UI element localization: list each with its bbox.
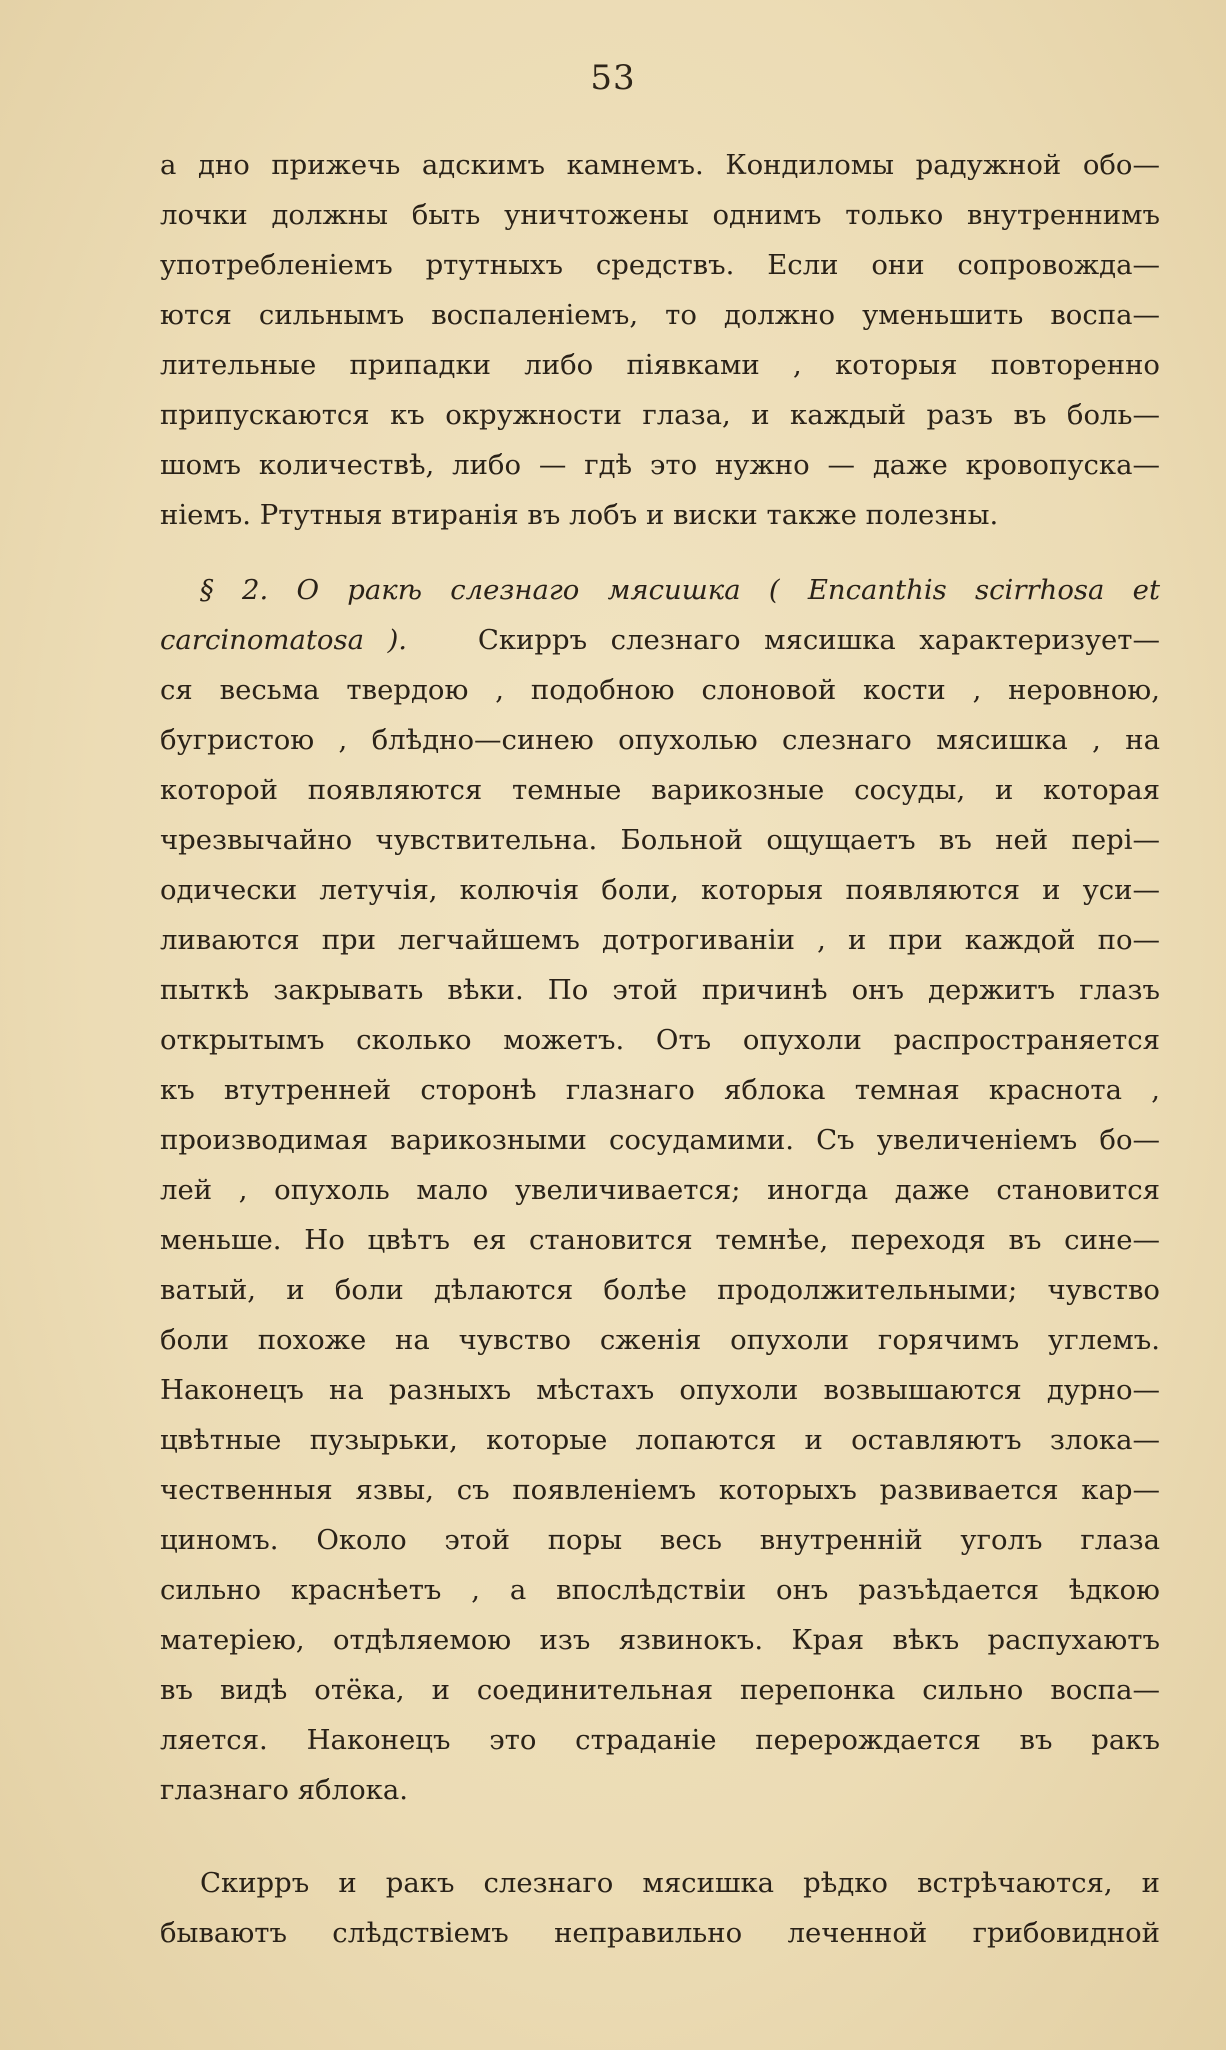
paragraph-3 (160, 1858, 1160, 1958)
text-line: глазнаго яблока. (160, 1774, 408, 1806)
text-line: которой появляются темные варикозные сосуды, и которая (160, 774, 1160, 806)
text-line: бугристою , блѣдно—синею опухолью слезнаго мясишка , на (160, 724, 1160, 756)
text-line: ются сильнымъ воспаленіемъ, то должно уменьшить воспа— (160, 299, 1160, 331)
section-heading-continued (160, 615, 1160, 665)
text-line: лочки должны быть уничтожены однимъ только внутреннимъ (160, 199, 1160, 231)
text-line: ніемъ. Ртутныя втиранія въ лобъ и виски также полезны. (160, 499, 999, 531)
paragraph-1 (160, 140, 1160, 540)
text-line: ватый, и боли дѣлаются болѣе продолжительными; чувство (160, 1274, 1160, 1306)
section-2 (160, 565, 1160, 1815)
text-line: шомъ количествѣ, либо — гдѣ это нужно — даже кровопуска— (160, 449, 1160, 481)
text-line: припускаются къ окружности глаза, и каждый разъ въ боль— (160, 399, 1160, 431)
text-line: чественныя язвы, съ появленіемъ которыхъ развивается кар— (160, 1474, 1160, 1506)
section-heading: § 2. О ракѣ слезнаго мясишка ( Encanthis scirrhosa et (200, 574, 1160, 606)
text-line: боли похоже на чувство сженія опухоли горячимъ углемъ. (160, 1324, 1160, 1356)
text-line: употребленіемъ ртутныхъ средствъ. Если они сопровожда— (160, 249, 1160, 281)
text-line: чрезвычайно чувствительна. Больной ощущаетъ въ ней пері— (160, 824, 1160, 856)
heading-latin-term: carcinomatosa ). (160, 624, 408, 656)
page-number: 53 (590, 58, 636, 98)
text-line: ляется. Наконецъ это страданіе перерождается въ ракъ (160, 1724, 1160, 1756)
text-line: производимая варикозными сосудамими. Съ увеличеніемъ бо— (160, 1124, 1160, 1156)
text-line: пыткѣ закрывать вѣки. По этой причинѣ онъ держитъ глазъ (160, 974, 1160, 1006)
text-line: къ втутренней сторонѣ глазнаго яблока темная краснота , (160, 1074, 1160, 1106)
text-line: меньше. Но цвѣтъ ея становится темнѣе, переходя въ сине— (160, 1224, 1160, 1256)
text-line: Скирръ и ракъ слезнаго мясишка рѣдко встрѣчаются, и (200, 1867, 1160, 1899)
text-line: одически летучія, колючія боли, которыя появляются и уси— (160, 874, 1160, 906)
text-fragment: Скирръ слезнаго мясишка характеризует— (477, 624, 1160, 656)
text-line: циномъ. Около этой поры весь внутренній уголъ глаза (160, 1524, 1160, 1556)
text-line: цвѣтные пузырьки, которые лопаются и оставляютъ злока— (160, 1424, 1160, 1456)
text-line: лительные припадки либо піявками , которыя повторенно (160, 349, 1160, 381)
text-line: ливаются при легчайшемъ дотрогиваніи , и при каждой по— (160, 924, 1160, 956)
text-line: лей , опухоль мало увеличивается; иногда даже становится (160, 1174, 1160, 1206)
text-line: бываютъ слѣдствіемъ неправильно леченной грибовидной (160, 1917, 1160, 1949)
text-line: открытымъ сколько можетъ. Отъ опухоли распространяется (160, 1024, 1160, 1056)
text-line: а дно прижечь адскимъ камнемъ. Кондиломы радужной обо— (160, 149, 1160, 181)
text-line: Наконецъ на разныхъ мѣстахъ опухоли возвышаются дурно— (160, 1374, 1160, 1406)
text-line: въ видѣ отёка, и соединительная перепонка сильно воспа— (160, 1674, 1160, 1706)
text-line: матеріею, отдѣляемою изъ язвинокъ. Края вѣкъ распухаютъ (160, 1624, 1160, 1656)
text-line: сильно краснѣетъ , а впослѣдствіи онъ разъѣдается ѣдкою (160, 1574, 1160, 1606)
text-line: ся весьма твердою , подобною слоновой кости , неровною, (160, 674, 1160, 706)
